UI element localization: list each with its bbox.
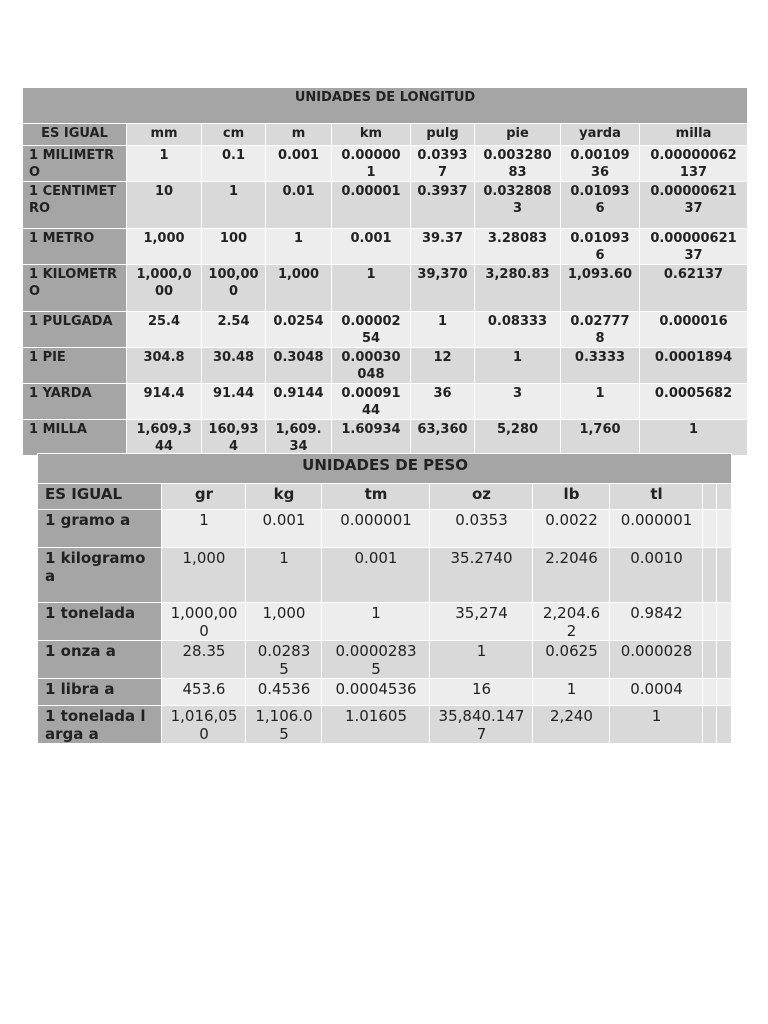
length-cell: 0.00328083 (475, 146, 561, 182)
length-cell: 1 (640, 420, 748, 456)
length-cell: 0.000001 (332, 146, 411, 182)
length-cell: 5,280 (475, 420, 561, 456)
weight-cell: 1,000 (162, 548, 246, 603)
length-cell: 0.00030048 (332, 348, 411, 384)
weight-column-header: oz (430, 484, 533, 510)
weight-column-header: tl (610, 484, 703, 510)
length-row-label: 1 MILLA (23, 420, 127, 456)
length-cell: 0.010936 (561, 182, 640, 229)
length-row-label: 1 MILIMETRO (23, 146, 127, 182)
length-cell: 0.01 (266, 182, 332, 229)
length-cell: 0.0000254 (332, 312, 411, 348)
length-cell: 0.3333 (561, 348, 640, 384)
length-cell: 0.9144 (266, 384, 332, 420)
length-cell: 1,760 (561, 420, 640, 456)
weight-row-onza (38, 641, 732, 679)
length-row-metro (23, 229, 748, 265)
weight-empty-cell (717, 706, 732, 744)
weight-empty-cell (717, 679, 732, 706)
length-cell: 10 (127, 182, 202, 229)
length-cell: 0.001 (266, 146, 332, 182)
length-cell: 0.0001894 (640, 348, 748, 384)
length-row-label: 1 YARDA (23, 384, 127, 420)
length-row-kilometro (23, 265, 748, 312)
length-cell: 0.0010936 (561, 146, 640, 182)
weight-empty-cell (703, 706, 717, 744)
weight-cell: 1.01605 (322, 706, 430, 744)
weight-cell: 0.001 (322, 548, 430, 603)
weight-row-label: 1 tonelada larga a (38, 706, 162, 744)
length-row-milimetro (23, 146, 748, 182)
weight-column-header: lb (533, 484, 610, 510)
weight-empty-cell (703, 548, 717, 603)
weight-cell: 0.9842 (610, 603, 703, 641)
length-cell: 0.00000062137 (640, 146, 748, 182)
weight-cell: 1 (322, 603, 430, 641)
weight-cell: 0.0000283 5 (322, 641, 430, 679)
length-column-header: m (266, 124, 332, 146)
length-row-yarda (23, 384, 748, 420)
length-row-label: 1 CENTIMETRO (23, 182, 127, 229)
weight-row-kilogramo (38, 548, 732, 603)
weight-cell: 35.2740 (430, 548, 533, 603)
weight-row-tonelada-larga (38, 706, 732, 744)
weight-row-label: 1 tonelada (38, 603, 162, 641)
length-column-header: mm (127, 124, 202, 146)
weight-cell: 0.4536 (246, 679, 322, 706)
weight-row-libra (38, 679, 732, 706)
length-cell: 0.0000062137 (640, 229, 748, 265)
weight-cell: 16 (430, 679, 533, 706)
length-cell: 0.3937 (411, 182, 475, 229)
weight-cell: 0.0010 (610, 548, 703, 603)
length-row-centimetro (23, 182, 748, 229)
length-cell: 0.62137 (640, 265, 748, 312)
length-cell: 1,609.34 (266, 420, 332, 456)
length-cell: 914.4 (127, 384, 202, 420)
weight-cell: 1 (430, 641, 533, 679)
length-cell: 1 (127, 146, 202, 182)
length-row-pulgada (23, 312, 748, 348)
length-cell: 1,000 (266, 265, 332, 312)
length-column-header: cm (202, 124, 266, 146)
length-cell: 0.00001 (332, 182, 411, 229)
weight-cell: 2.2046 (533, 548, 610, 603)
length-row-label: 1 KILOMETRO (23, 265, 127, 312)
weight-corner-header: ES IGUAL (38, 484, 162, 510)
length-cell: 0.3048 (266, 348, 332, 384)
length-column-header: pulg (411, 124, 475, 146)
weight-cell: 1 (162, 510, 246, 548)
weight-empty-cell (717, 641, 732, 679)
length-cell: 0.03937 (411, 146, 475, 182)
length-cell: 3.28083 (475, 229, 561, 265)
weight-cell: 0.000001 (322, 510, 430, 548)
weight-table-title: UNIDADES DE PESO (38, 454, 732, 484)
length-cell: 2.54 (202, 312, 266, 348)
weight-empty-cell (703, 679, 717, 706)
length-table-title: UNIDADES DE LONGITUD (23, 88, 748, 124)
weight-cell: 0.000001 (610, 510, 703, 548)
weight-cell: 1 (246, 548, 322, 603)
length-cell: 30.48 (202, 348, 266, 384)
weight-cell: 0.0022 (533, 510, 610, 548)
weight-empty-cell (717, 548, 732, 603)
weight-empty-header (703, 484, 717, 510)
length-cell: 91.44 (202, 384, 266, 420)
weight-cell: 0.000028 (610, 641, 703, 679)
weight-empty-header (717, 484, 732, 510)
weight-row-label: 1 kilogramo a (38, 548, 162, 603)
weight-cell: 0.0353 (430, 510, 533, 548)
weight-empty-cell (703, 641, 717, 679)
weight-empty-cell (703, 510, 717, 548)
length-column-header: km (332, 124, 411, 146)
length-cell: 39,370 (411, 265, 475, 312)
length-cell: 0.08333 (475, 312, 561, 348)
weight-cell: 1,000,000 (162, 603, 246, 641)
length-cell: 304.8 (127, 348, 202, 384)
weight-cell: 1 (610, 706, 703, 744)
length-cell: 0.027778 (561, 312, 640, 348)
length-cell: 1.60934 (332, 420, 411, 456)
weight-cell: 28.35 (162, 641, 246, 679)
weight-empty-cell (717, 603, 732, 641)
length-cell: 100,000 (202, 265, 266, 312)
length-cell: 63,360 (411, 420, 475, 456)
length-cell: 1 (411, 312, 475, 348)
weight-row-gramo (38, 510, 732, 548)
length-cell: 1,000,000 (127, 265, 202, 312)
weight-cell: 1,016,050 (162, 706, 246, 744)
weight-cell: 0.0625 (533, 641, 610, 679)
length-cell: 0.010936 (561, 229, 640, 265)
length-cell: 12 (411, 348, 475, 384)
length-column-header: yarda (561, 124, 640, 146)
weight-cell: 35,840.1477 (430, 706, 533, 744)
weight-cell: 2,240 (533, 706, 610, 744)
length-cell: 1 (561, 384, 640, 420)
length-cell: 0.0254 (266, 312, 332, 348)
weight-row-label: 1 libra a (38, 679, 162, 706)
length-row-milla (23, 420, 748, 456)
length-cell: 1 (475, 348, 561, 384)
length-cell: 1,093.60 (561, 265, 640, 312)
length-column-header: pie (475, 124, 561, 146)
weight-row-label: 1 gramo a (38, 510, 162, 548)
length-cell: 3 (475, 384, 561, 420)
length-cell: 3,280.83 (475, 265, 561, 312)
weight-row-label: 1 onza a (38, 641, 162, 679)
length-cell: 1 (332, 265, 411, 312)
weight-cell: 1,106.05 (246, 706, 322, 744)
length-cell: 25.4 (127, 312, 202, 348)
weight-cell: 2,204.62 (533, 603, 610, 641)
weight-units-table (37, 453, 732, 744)
weight-column-header: kg (246, 484, 322, 510)
length-cell: 1 (266, 229, 332, 265)
length-units-table (22, 87, 748, 456)
weight-cell: 1 (533, 679, 610, 706)
length-corner-header: ES IGUAL (23, 124, 127, 146)
length-cell: 0.0328083 (475, 182, 561, 229)
weight-empty-cell (717, 510, 732, 548)
length-column-header: milla (640, 124, 748, 146)
weight-cell: 1,000 (246, 603, 322, 641)
length-cell: 0.1 (202, 146, 266, 182)
length-cell: 1,609,344 (127, 420, 202, 456)
length-cell: 0.00091 44 (332, 384, 411, 420)
length-row-label: 1 PIE (23, 348, 127, 384)
length-cell: 39.37 (411, 229, 475, 265)
weight-cell: 0.0004 (610, 679, 703, 706)
length-cell: 0.001 (332, 229, 411, 265)
length-cell: 36 (411, 384, 475, 420)
length-cell: 160,934 (202, 420, 266, 456)
length-cell: 1,000 (127, 229, 202, 265)
length-cell: 0.000016 (640, 312, 748, 348)
weight-row-tonelada (38, 603, 732, 641)
weight-cell: 0.02835 (246, 641, 322, 679)
length-row-label: 1 METRO (23, 229, 127, 265)
weight-cell: 453.6 (162, 679, 246, 706)
weight-column-header: tm (322, 484, 430, 510)
weight-cell: 0.001 (246, 510, 322, 548)
weight-cell: 0.0004536 (322, 679, 430, 706)
length-row-pie (23, 348, 748, 384)
weight-column-header: gr (162, 484, 246, 510)
length-cell: 1 (202, 182, 266, 229)
weight-empty-cell (703, 603, 717, 641)
length-cell: 100 (202, 229, 266, 265)
length-cell: 0.0000062137 (640, 182, 748, 229)
length-cell: 0.0005682 (640, 384, 748, 420)
length-row-label: 1 PULGADA (23, 312, 127, 348)
weight-cell: 35,274 (430, 603, 533, 641)
